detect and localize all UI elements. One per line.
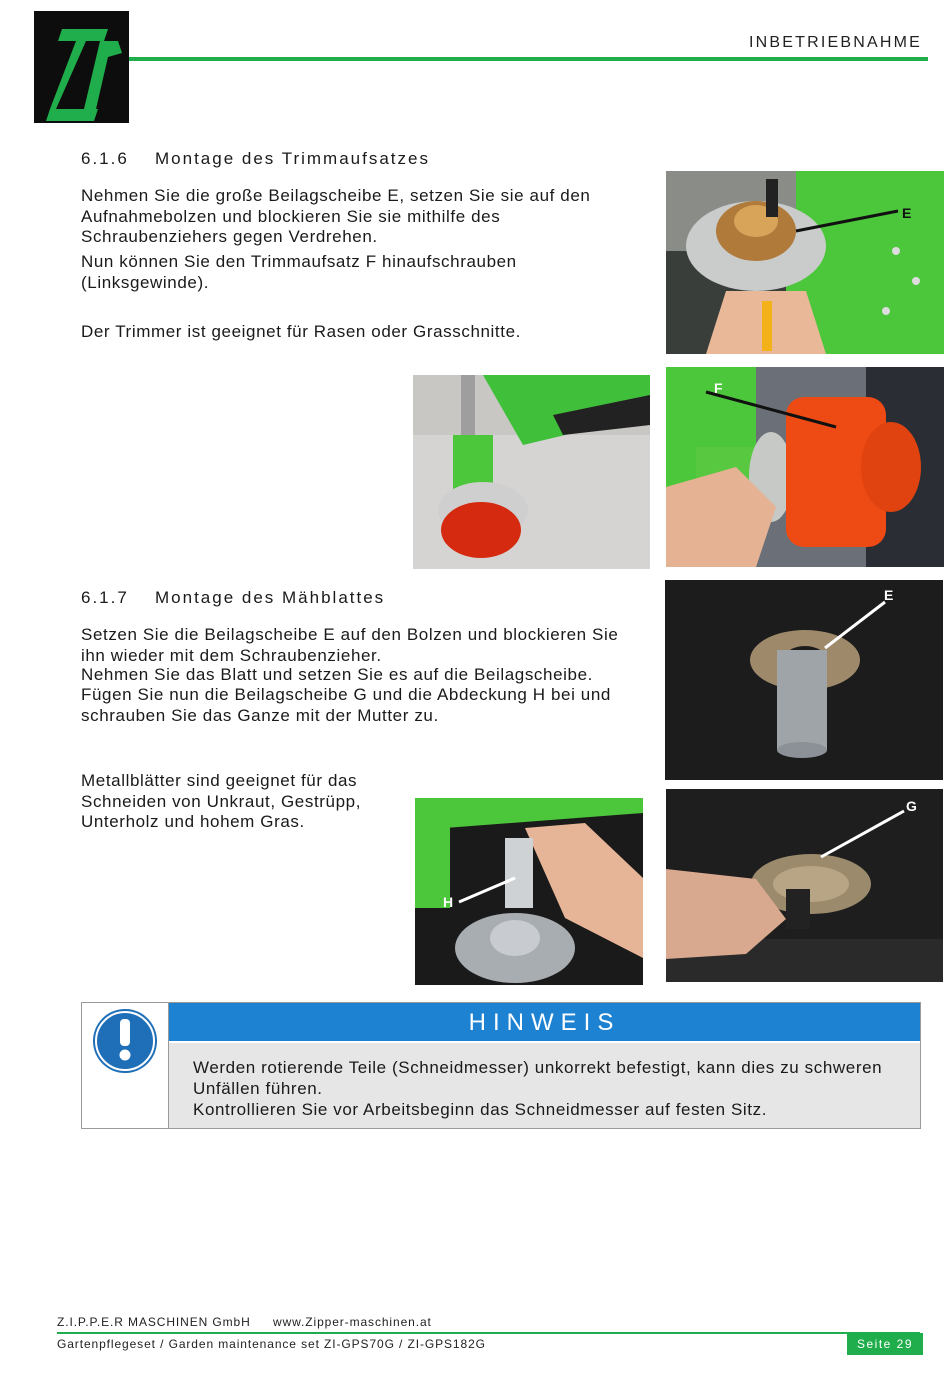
paragraph: Nehmen Sie das Blatt und setzen Sie es auf die Beilagscheibe.	[81, 665, 593, 684]
notice-icon-cell	[82, 1003, 169, 1128]
photo-washer-g	[666, 789, 943, 982]
heading-number: 6.1.6	[81, 149, 129, 168]
paragraph: Nun können Sie den Trimmaufsatz F hinaufschrauben (Linksgewinde).	[81, 252, 517, 292]
heading-text: Montage des Mähblattes	[155, 588, 386, 607]
notice-line: Kontrollieren Sie vor Arbeitsbeginn das Schneidmesser auf festen Sitz.	[193, 1100, 768, 1119]
footer-rule	[57, 1332, 920, 1334]
photo-label-g: G	[906, 798, 917, 814]
photo-label-f: F	[714, 380, 723, 396]
paragraph: Nehmen Sie die große Beilagscheibe E, setzen Sie sie auf den Aufnahmebolzen und blockieren Sie sie mithilfe des Schraubenziehers gegen Verdrehen.	[81, 186, 591, 246]
notice-body	[193, 1057, 908, 1120]
footer-company: Z.I.P.P.E.R MASCHINEN GmbH	[57, 1315, 251, 1329]
notice-line: Werden rotierende Teile (Schneidmesser) unkorrekt befestigt, kann dies zu schweren Unfällen führen.	[193, 1058, 883, 1098]
photo-washer-e-screwdriver	[666, 171, 944, 354]
page-number-badge: Seite 29	[847, 1333, 923, 1355]
header-rule	[129, 57, 928, 61]
photo-label-h: H	[443, 894, 454, 910]
footer-website-link[interactable]: www.Zipper-maschinen.at	[273, 1315, 432, 1329]
heading-text: Montage des Trimmaufsatzes	[155, 149, 430, 168]
photo-trimmer-head-f	[666, 367, 944, 567]
paragraph: Fügen Sie nun die Beilagscheibe G und die Abdeckung H bei und schrauben Sie das Ganze mit der Mutter zu.	[81, 685, 611, 725]
paragraph: Metallblätter sind geeignet für das Schneiden von Unkraut, Gestrüpp, Unterholz und hohem Gras.	[81, 771, 362, 831]
heading-number: 6.1.7	[81, 588, 129, 607]
notice-box	[81, 1002, 921, 1129]
heading-6-1-7	[81, 588, 385, 608]
paragraph: Setzen Sie die Beilagscheibe E auf den Bolzen und blockieren Sie ihn wieder mit dem Schraubenzieher.	[81, 625, 619, 665]
paragraph: Der Trimmer ist geeignet für Rasen oder Grasschnitte.	[81, 322, 521, 341]
footer-product: Gartenpflegeset / Garden maintenance set ZI-GPS70G / ZI-GPS182G	[57, 1337, 486, 1351]
photo-cover-h-wrench	[415, 798, 643, 985]
exclamation-icon	[82, 1003, 168, 1128]
photo-washer-e-bolt	[665, 580, 943, 780]
photo-label-e: E	[884, 587, 894, 603]
heading-6-1-6	[81, 149, 430, 169]
notice-title: HINWEIS	[169, 1003, 920, 1043]
zipper-logo-mark	[34, 11, 129, 123]
zipper-logo	[34, 11, 129, 123]
photo-label-e: E	[902, 205, 912, 221]
section-title: INBETRIEBNAHME	[748, 34, 922, 51]
photo-trimmer-assembled	[413, 375, 650, 569]
